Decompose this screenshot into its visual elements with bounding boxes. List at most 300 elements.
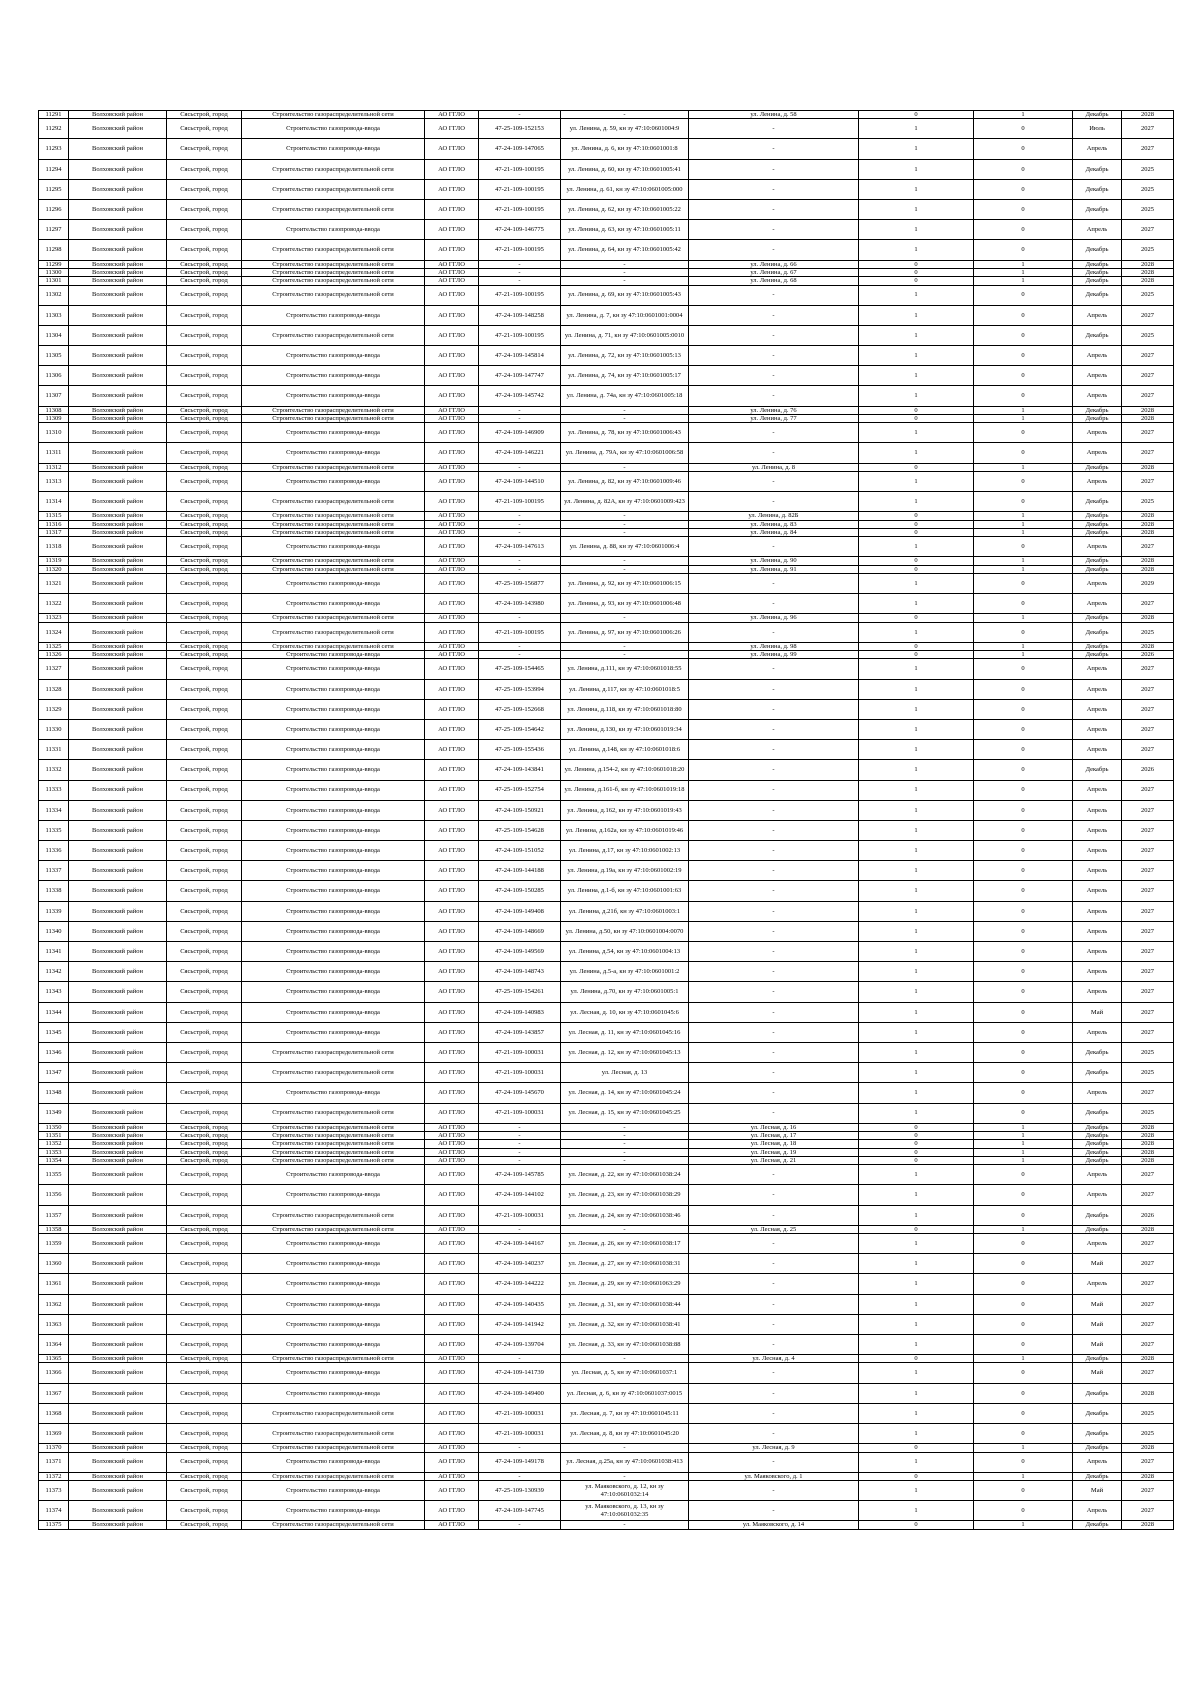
address-cadastral-cell: ул. Ленина, д. 78, кн зу 47:10:0601006:43 [561, 423, 689, 443]
application-number-cell: - [479, 651, 561, 659]
year-cell: 2025 [1122, 325, 1174, 345]
month-cell: Апрель [1073, 841, 1122, 861]
settlement-cell: Сясьстрой, город [167, 1355, 242, 1363]
count-b-cell: 1 [974, 651, 1073, 659]
year-cell: 2028 [1122, 268, 1174, 276]
count-b-cell: 0 [974, 841, 1073, 861]
address-cell: - [689, 1481, 859, 1501]
address-cell: - [689, 537, 859, 557]
table-row [39, 423, 1174, 443]
address-cadastral-cell: - [561, 1148, 689, 1156]
count-a-cell: 0 [859, 277, 974, 285]
row-number-cell: 11370 [39, 1444, 69, 1452]
table-row [39, 1424, 1174, 1444]
address-cell: - [689, 1274, 859, 1294]
application-number-cell: 47-25-109-130939 [479, 1481, 561, 1501]
address-cadastral-cell: ул. Ленина, д.50, кн зу 47:10:0601004:0070 [561, 921, 689, 941]
table-row [39, 820, 1174, 840]
count-b-cell: 1 [974, 463, 1073, 471]
application-number-cell: - [479, 557, 561, 565]
count-b-cell: 0 [974, 1334, 1073, 1354]
count-b-cell: 0 [974, 1452, 1073, 1472]
application-number-cell: - [479, 1225, 561, 1233]
year-cell: 2028 [1122, 1140, 1174, 1148]
month-cell: Апрель [1073, 1452, 1122, 1472]
address-cadastral-cell: ул. Ленина, д. 71, кн зу 47:10:0601005:0010 [561, 325, 689, 345]
application-number-cell: - [479, 260, 561, 268]
district-cell: Волховский район [69, 1132, 167, 1140]
organization-cell: АО ГГЛО [425, 642, 479, 650]
address-cadastral-cell: - [561, 520, 689, 528]
address-cell: ул. Ленина, д. 84 [689, 528, 859, 536]
application-number-cell: 47-24-109-140435 [479, 1294, 561, 1314]
table-row [39, 220, 1174, 240]
row-number-cell: 11331 [39, 740, 69, 760]
month-cell: Апрель [1073, 346, 1122, 366]
work-type-cell: Строительство газораспределительной сети [242, 1521, 425, 1529]
settlement-cell: Сясьстрой, город [167, 881, 242, 901]
month-cell: Декабрь [1073, 406, 1122, 414]
address-cell: - [689, 471, 859, 491]
count-b-cell: 0 [974, 443, 1073, 463]
count-b-cell: 0 [974, 1185, 1073, 1205]
organization-cell: АО ГГЛО [425, 780, 479, 800]
year-cell: 2027 [1122, 346, 1174, 366]
table-row [39, 268, 1174, 276]
count-a-cell: 0 [859, 1444, 974, 1452]
address-cell: ул. Ленина, д. 67 [689, 268, 859, 276]
settlement-cell: Сясьстрой, город [167, 679, 242, 699]
address-cadastral-cell: ул. Лесная, д. 33, кн зу 47:10:0601038:88 [561, 1334, 689, 1354]
work-type-cell: Строительство газораспределительной сети [242, 285, 425, 305]
count-a-cell: 1 [859, 719, 974, 739]
count-b-cell: 0 [974, 760, 1073, 780]
address-cadastral-cell: ул. Ленина, д.19а, кн зу 47:10:0601002:19 [561, 861, 689, 881]
table-row [39, 159, 1174, 179]
count-b-cell: 0 [974, 659, 1073, 679]
year-cell: 2028 [1122, 1472, 1174, 1480]
settlement-cell: Сясьстрой, город [167, 1205, 242, 1225]
month-cell: Декабрь [1073, 1205, 1122, 1225]
count-b-cell: 1 [974, 520, 1073, 528]
year-cell: 2025 [1122, 159, 1174, 179]
settlement-cell: Сясьстрой, город [167, 537, 242, 557]
count-a-cell: 0 [859, 1225, 974, 1233]
organization-cell: АО ГГЛО [425, 982, 479, 1002]
table-row [39, 1132, 1174, 1140]
year-cell: 2028 [1122, 1156, 1174, 1164]
table-row [39, 1156, 1174, 1164]
address-cadastral-cell: ул. Ленина, д. 69, кн зу 47:10:0601005:43 [561, 285, 689, 305]
month-cell: Декабрь [1073, 565, 1122, 573]
work-type-cell: Строительство газопровода-ввода [242, 1234, 425, 1254]
organization-cell: АО ГГЛО [425, 1481, 479, 1501]
settlement-cell: Сясьстрой, город [167, 573, 242, 593]
table-row [39, 719, 1174, 739]
address-cadastral-cell: ул. Ленина, д.21б, кн зу 47:10:0601003:1 [561, 901, 689, 921]
year-cell: 2028 [1122, 463, 1174, 471]
year-cell: 2027 [1122, 982, 1174, 1002]
application-number-cell: - [479, 111, 561, 119]
row-number-cell: 11291 [39, 111, 69, 119]
address-cell: - [689, 443, 859, 463]
application-number-cell: 47-24-109-147745 [479, 1501, 561, 1521]
work-type-cell: Строительство газопровода-ввода [242, 1185, 425, 1205]
table-row [39, 760, 1174, 780]
count-b-cell: 0 [974, 305, 1073, 325]
table-row [39, 325, 1174, 345]
table-row [39, 962, 1174, 982]
count-b-cell: 0 [974, 240, 1073, 260]
year-cell: 2028 [1122, 1123, 1174, 1131]
address-cell: ул. Ленина, д. 58 [689, 111, 859, 119]
year-cell: 2028 [1122, 557, 1174, 565]
application-number-cell: 47-21-109-100031 [479, 1205, 561, 1225]
month-cell: Апрель [1073, 471, 1122, 491]
year-cell: 2027 [1122, 305, 1174, 325]
district-cell: Волховский район [69, 443, 167, 463]
row-number-cell: 11293 [39, 139, 69, 159]
month-cell: Апрель [1073, 1274, 1122, 1294]
row-number-cell: 11368 [39, 1403, 69, 1423]
month-cell: Апрель [1073, 982, 1122, 1002]
count-a-cell: 1 [859, 841, 974, 861]
table-row [39, 1472, 1174, 1480]
address-cadastral-cell: ул. Ленина, д. 82, кн зу 47:10:0601009:46 [561, 471, 689, 491]
work-type-cell: Строительство газопровода-ввода [242, 594, 425, 614]
district-cell: Волховский район [69, 1022, 167, 1042]
year-cell: 2025 [1122, 1103, 1174, 1123]
count-b-cell: 0 [974, 366, 1073, 386]
count-a-cell: 0 [859, 651, 974, 659]
row-number-cell: 11300 [39, 268, 69, 276]
address-cadastral-cell: ул. Лесная, д. 23, кн зу 47:10:0601038:29 [561, 1185, 689, 1205]
month-cell: Май [1073, 1294, 1122, 1314]
address-cadastral-cell: - [561, 463, 689, 471]
address-cell: ул. Лесная, д. 19 [689, 1148, 859, 1156]
organization-cell: АО ГГЛО [425, 1103, 479, 1123]
settlement-cell: Сясьстрой, город [167, 179, 242, 199]
count-a-cell: 1 [859, 1083, 974, 1103]
address-cadastral-cell: ул. Лесная, д. 11, кн зу 47:10:0601045:16 [561, 1022, 689, 1042]
district-cell: Волховский район [69, 921, 167, 941]
settlement-cell: Сясьстрой, город [167, 594, 242, 614]
month-cell: Май [1073, 1363, 1122, 1383]
organization-cell: АО ГГЛО [425, 111, 479, 119]
year-cell: 2028 [1122, 1444, 1174, 1452]
application-number-cell: 47-25-109-154642 [479, 719, 561, 739]
application-number-cell: 47-24-109-146909 [479, 423, 561, 443]
work-type-cell: Строительство газораспределительной сети [242, 1444, 425, 1452]
settlement-cell: Сясьстрой, город [167, 414, 242, 422]
work-type-cell: Строительство газораспределительной сети [242, 1424, 425, 1444]
year-cell: 2027 [1122, 679, 1174, 699]
count-b-cell: 0 [974, 719, 1073, 739]
district-cell: Волховский район [69, 111, 167, 119]
month-cell: Апрель [1073, 305, 1122, 325]
application-number-cell: - [479, 1132, 561, 1140]
organization-cell: АО ГГЛО [425, 565, 479, 573]
count-b-cell: 1 [974, 1156, 1073, 1164]
month-cell: Апрель [1073, 699, 1122, 719]
count-b-cell: 0 [974, 139, 1073, 159]
count-b-cell: 0 [974, 982, 1073, 1002]
address-cell: - [689, 1083, 859, 1103]
table-row [39, 642, 1174, 650]
row-number-cell: 11358 [39, 1225, 69, 1233]
address-cadastral-cell: ул. Лесная, д. 6, кн зу 47:10:0601037:0015 [561, 1383, 689, 1403]
settlement-cell: Сясьстрой, город [167, 1254, 242, 1274]
settlement-cell: Сясьстрой, город [167, 1002, 242, 1022]
address-cell: - [689, 1363, 859, 1383]
address-cell: - [689, 573, 859, 593]
count-a-cell: 1 [859, 1403, 974, 1423]
year-cell: 2027 [1122, 1501, 1174, 1521]
settlement-cell: Сясьстрой, город [167, 1156, 242, 1164]
month-cell: Декабрь [1073, 268, 1122, 276]
address-cadastral-cell: - [561, 1156, 689, 1164]
work-type-cell: Строительство газораспределительной сети [242, 1205, 425, 1225]
settlement-cell: Сясьстрой, город [167, 1148, 242, 1156]
organization-cell: АО ГГЛО [425, 1165, 479, 1185]
district-cell: Волховский район [69, 1234, 167, 1254]
month-cell: Декабрь [1073, 1148, 1122, 1156]
year-cell: 2027 [1122, 1481, 1174, 1501]
address-cell: - [689, 325, 859, 345]
application-number-cell: 47-25-109-156877 [479, 573, 561, 593]
district-cell: Волховский район [69, 386, 167, 406]
address-cell: - [689, 1042, 859, 1062]
row-number-cell: 11317 [39, 528, 69, 536]
month-cell: Декабрь [1073, 1063, 1122, 1083]
address-cadastral-cell: ул. Ленина, д.162а, кн зу 47:10:0601019:46 [561, 820, 689, 840]
count-a-cell: 1 [859, 760, 974, 780]
table-row [39, 119, 1174, 139]
count-b-cell: 0 [974, 921, 1073, 941]
count-a-cell: 1 [859, 325, 974, 345]
district-cell: Волховский район [69, 1294, 167, 1314]
organization-cell: АО ГГЛО [425, 414, 479, 422]
application-number-cell: 47-24-109-149400 [479, 1383, 561, 1403]
organization-cell: АО ГГЛО [425, 119, 479, 139]
district-cell: Волховский район [69, 942, 167, 962]
settlement-cell: Сясьстрой, город [167, 942, 242, 962]
table-row [39, 614, 1174, 622]
application-number-cell: 47-24-109-141942 [479, 1314, 561, 1334]
address-cadastral-cell: - [561, 268, 689, 276]
month-cell: Декабрь [1073, 528, 1122, 536]
count-b-cell: 0 [974, 962, 1073, 982]
address-cell: - [689, 159, 859, 179]
settlement-cell: Сясьстрой, город [167, 1103, 242, 1123]
year-cell: 2025 [1122, 1424, 1174, 1444]
count-a-cell: 1 [859, 659, 974, 679]
district-cell: Волховский район [69, 1254, 167, 1274]
application-number-cell: 47-24-109-149408 [479, 901, 561, 921]
table-row [39, 1123, 1174, 1131]
district-cell: Волховский район [69, 1314, 167, 1334]
work-type-cell: Строительство газораспределительной сети [242, 1156, 425, 1164]
row-number-cell: 11296 [39, 200, 69, 220]
address-cadastral-cell: - [561, 512, 689, 520]
application-number-cell: - [479, 1140, 561, 1148]
count-a-cell: 0 [859, 565, 974, 573]
row-number-cell: 11337 [39, 861, 69, 881]
count-a-cell: 1 [859, 800, 974, 820]
application-number-cell: 47-25-109-152153 [479, 119, 561, 139]
address-cadastral-cell: ул. Лесная, д. 8, кн зу 47:10:0601045:20 [561, 1424, 689, 1444]
row-number-cell: 11338 [39, 881, 69, 901]
settlement-cell: Сясьстрой, город [167, 240, 242, 260]
count-b-cell: 0 [974, 346, 1073, 366]
application-number-cell: 47-25-109-154628 [479, 820, 561, 840]
address-cell: - [689, 659, 859, 679]
organization-cell: АО ГГЛО [425, 901, 479, 921]
row-number-cell: 11336 [39, 841, 69, 861]
work-type-cell: Строительство газопровода-ввода [242, 820, 425, 840]
count-a-cell: 1 [859, 573, 974, 593]
application-number-cell: 47-24-109-147065 [479, 139, 561, 159]
application-number-cell: - [479, 520, 561, 528]
district-cell: Волховский район [69, 200, 167, 220]
year-cell: 2027 [1122, 423, 1174, 443]
table-row [39, 537, 1174, 557]
address-cell: - [689, 1403, 859, 1423]
table-row [39, 443, 1174, 463]
address-cell: - [689, 622, 859, 642]
application-number-cell: 47-21-109-100031 [479, 1403, 561, 1423]
organization-cell: АО ГГЛО [425, 557, 479, 565]
settlement-cell: Сясьстрой, город [167, 1132, 242, 1140]
settlement-cell: Сясьстрой, город [167, 1452, 242, 1472]
year-cell: 2027 [1122, 719, 1174, 739]
work-type-cell: Строительство газораспределительной сети [242, 1355, 425, 1363]
organization-cell: АО ГГЛО [425, 1294, 479, 1314]
year-cell: 2028 [1122, 414, 1174, 422]
district-cell: Волховский район [69, 1165, 167, 1185]
count-b-cell: 1 [974, 1225, 1073, 1233]
row-number-cell: 11298 [39, 240, 69, 260]
count-b-cell: 0 [974, 1103, 1073, 1123]
application-number-cell: 47-24-109-145742 [479, 386, 561, 406]
application-number-cell: 47-24-109-149569 [479, 942, 561, 962]
month-cell: Май [1073, 1314, 1122, 1334]
settlement-cell: Сясьстрой, город [167, 1185, 242, 1205]
address-cell: - [689, 861, 859, 881]
count-b-cell: 0 [974, 1481, 1073, 1501]
district-cell: Волховский район [69, 159, 167, 179]
row-number-cell: 11364 [39, 1334, 69, 1354]
address-cell: - [689, 285, 859, 305]
address-cadastral-cell: ул. Ленина, д.17, кн зу 47:10:0601002:13 [561, 841, 689, 861]
settlement-cell: Сясьстрой, город [167, 1334, 242, 1354]
organization-cell: АО ГГЛО [425, 659, 479, 679]
address-cell: ул. Лесная, д. 17 [689, 1132, 859, 1140]
work-type-cell: Строительство газораспределительной сети [242, 260, 425, 268]
table-row [39, 740, 1174, 760]
row-number-cell: 11315 [39, 512, 69, 520]
application-number-cell: 47-21-109-100195 [479, 492, 561, 512]
address-cell: ул. Ленина, д. 91 [689, 565, 859, 573]
settlement-cell: Сясьстрой, город [167, 119, 242, 139]
table-row [39, 1103, 1174, 1123]
table-row [39, 1022, 1174, 1042]
row-number-cell: 11307 [39, 386, 69, 406]
month-cell: Декабрь [1073, 111, 1122, 119]
address-cell: - [689, 962, 859, 982]
district-cell: Волховский район [69, 1452, 167, 1472]
month-cell: Декабрь [1073, 1042, 1122, 1062]
district-cell: Волховский район [69, 962, 167, 982]
month-cell: Апрель [1073, 1185, 1122, 1205]
settlement-cell: Сясьстрой, город [167, 1424, 242, 1444]
work-type-cell: Строительство газопровода-ввода [242, 346, 425, 366]
table-row [39, 512, 1174, 520]
district-cell: Волховский район [69, 1225, 167, 1233]
row-number-cell: 11361 [39, 1274, 69, 1294]
row-number-cell: 11312 [39, 463, 69, 471]
table-row [39, 921, 1174, 941]
row-number-cell: 11305 [39, 346, 69, 366]
month-cell: Июль [1073, 119, 1122, 139]
address-cell: - [689, 1334, 859, 1354]
district-cell: Волховский район [69, 1383, 167, 1403]
year-cell: 2027 [1122, 1083, 1174, 1103]
row-number-cell: 11351 [39, 1132, 69, 1140]
organization-cell: АО ГГЛО [425, 573, 479, 593]
address-cadastral-cell: ул. Лесная, д. 13 [561, 1063, 689, 1083]
address-cadastral-cell: - [561, 642, 689, 650]
year-cell: 2028 [1122, 1355, 1174, 1363]
table-row [39, 1002, 1174, 1022]
table-row [39, 528, 1174, 536]
count-a-cell: 1 [859, 1383, 974, 1403]
table-row [39, 1185, 1174, 1205]
organization-cell: АО ГГЛО [425, 800, 479, 820]
application-number-cell: 47-24-109-148743 [479, 962, 561, 982]
organization-cell: АО ГГЛО [425, 1022, 479, 1042]
month-cell: Декабрь [1073, 760, 1122, 780]
organization-cell: АО ГГЛО [425, 1521, 479, 1529]
application-number-cell: 47-21-109-100195 [479, 179, 561, 199]
application-number-cell: - [479, 1123, 561, 1131]
settlement-cell: Сясьстрой, город [167, 651, 242, 659]
address-cadastral-cell: ул. Лесная, д. 27, кн зу 47:10:0601038:31 [561, 1254, 689, 1274]
address-cell: - [689, 139, 859, 159]
year-cell: 2027 [1122, 699, 1174, 719]
count-b-cell: 0 [974, 1254, 1073, 1274]
address-cell: ул. Ленина, д. 76 [689, 406, 859, 414]
organization-cell: АО ГГЛО [425, 406, 479, 414]
month-cell: Апрель [1073, 780, 1122, 800]
table-row [39, 1042, 1174, 1062]
year-cell: 2027 [1122, 1002, 1174, 1022]
application-number-cell: 47-24-109-141739 [479, 1363, 561, 1383]
year-cell: 2028 [1122, 406, 1174, 414]
row-number-cell: 11372 [39, 1472, 69, 1480]
organization-cell: АО ГГЛО [425, 159, 479, 179]
count-a-cell: 0 [859, 268, 974, 276]
table-row [39, 1254, 1174, 1274]
application-number-cell: 47-24-109-140983 [479, 1002, 561, 1022]
work-type-cell: Строительство газопровода-ввода [242, 1314, 425, 1334]
work-type-cell: Строительство газораспределительной сети [242, 325, 425, 345]
address-cadastral-cell: ул. Лесная, д. 22, кн зу 47:10:0601038:24 [561, 1165, 689, 1185]
month-cell: Декабрь [1073, 1140, 1122, 1148]
count-b-cell: 0 [974, 179, 1073, 199]
district-cell: Волховский район [69, 740, 167, 760]
district-cell: Волховский район [69, 881, 167, 901]
